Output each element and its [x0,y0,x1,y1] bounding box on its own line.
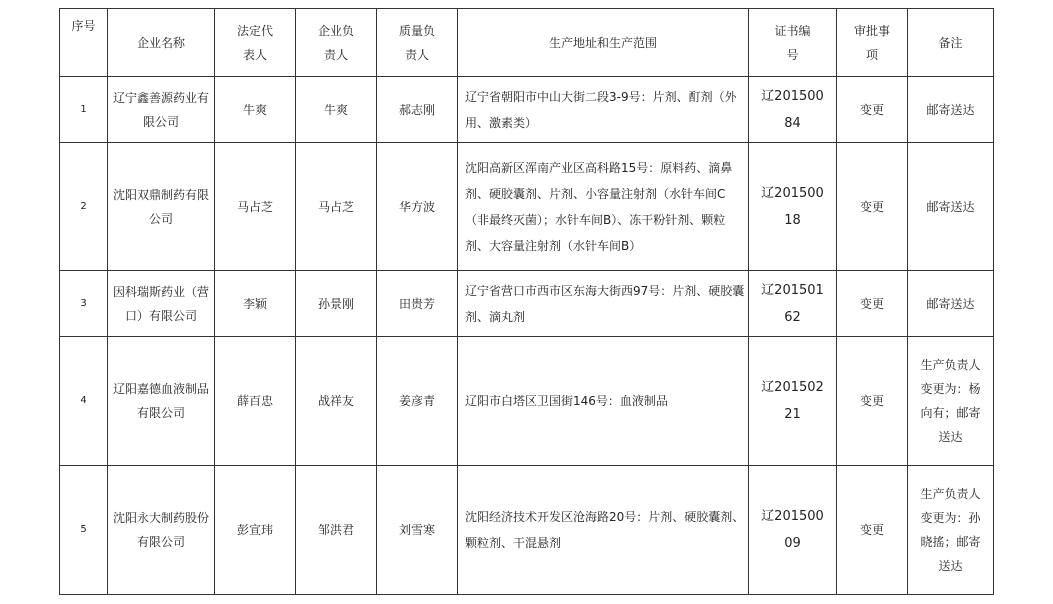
row-approval: 变更 [837,77,908,143]
row-remark: 生产负责人变更为：杨向有；邮寄送达 [908,337,994,466]
row-remark: 邮寄送达 [908,271,994,337]
row-seq: 2 [60,143,108,271]
header-legal-rep: 法定代表人 [215,9,296,77]
row-company: 辽阳嘉德血液制品有限公司 [108,337,215,466]
row-cert-no: 辽20150162 [749,271,837,337]
row-seq: 3 [60,271,108,337]
row-company: 辽宁鑫善源药业有限公司 [108,77,215,143]
row-remark: 邮寄送达 [908,143,994,271]
row-address-scope: 辽阳市白塔区卫国街146号：血液制品 [458,337,749,466]
header-company: 企业名称 [108,9,215,77]
header-seq: 序号 [60,9,108,77]
header-enterprise-head: 企业负责人 [296,9,377,77]
row-enterprise-head: 战祥友 [296,337,377,466]
row-address-scope: 沈阳高新区浑南产业区高科路15号：原料药、滴鼻剂、硬胶囊剂、片剂、小容量注射剂（水针车间C（非最终灭菌）；水针车间B）、冻干粉针剂、颗粒剂、大容量注射剂（水针车间B） [458,143,749,271]
row-cert-no: 辽20150009 [749,466,837,595]
table-row [60,466,994,595]
row-quality-head: 郝志刚 [377,77,458,143]
row-seq: 4 [60,337,108,466]
row-approval: 变更 [837,271,908,337]
row-cert-no: 辽20150018 [749,143,837,271]
row-quality-head: 姜彦青 [377,337,458,466]
row-legal-rep: 薛百忠 [215,337,296,466]
row-address-scope: 辽宁省营口市西市区东海大街西97号：片剂、硬胶囊剂、滴丸剂 [458,271,749,337]
row-company: 沈阳永大制药股份有限公司 [108,466,215,595]
row-quality-head: 田贵芳 [377,271,458,337]
row-quality-head: 华方波 [377,143,458,271]
row-company: 沈阳双鼎制药有限公司 [108,143,215,271]
row-seq: 1 [60,77,108,143]
row-legal-rep: 彭宣玮 [215,466,296,595]
table-row [60,271,994,337]
row-remark: 生产负责人变更为：孙晓搖；邮寄送达 [908,466,994,595]
header-remark: 备注 [908,9,994,77]
row-address-scope: 沈阳经济技术开发区沧海路20号：片剂、硬胶囊剂、颗粒剂、干混悬剂 [458,466,749,595]
table-header-row [60,9,994,77]
row-enterprise-head: 牛爽 [296,77,377,143]
row-enterprise-head: 马占芝 [296,143,377,271]
header-quality-head: 质量负责人 [377,9,458,77]
row-remark: 邮寄送达 [908,77,994,143]
row-legal-rep: 牛爽 [215,77,296,143]
row-enterprise-head: 孙景刚 [296,271,377,337]
row-legal-rep: 李颖 [215,271,296,337]
row-approval: 变更 [837,337,908,466]
row-approval: 变更 [837,143,908,271]
row-address-scope: 辽宁省朝阳市中山大街二段3-9号：片剂、酊剂（外用、激素类） [458,77,749,143]
row-seq: 5 [60,466,108,595]
row-enterprise-head: 邹洪君 [296,466,377,595]
table-row [60,337,994,466]
license-change-table [59,8,994,595]
header-address-scope: 生产地址和生产范围 [458,9,749,77]
header-approval: 审批事项 [837,9,908,77]
row-approval: 变更 [837,466,908,595]
header-cert-no: 证书编号 [749,9,837,77]
table-row [60,77,994,143]
row-company: 因科瑞斯药业（营口）有限公司 [108,271,215,337]
row-quality-head: 刘雪寒 [377,466,458,595]
row-cert-no: 辽20150221 [749,337,837,466]
row-legal-rep: 马占芝 [215,143,296,271]
row-cert-no: 辽20150084 [749,77,837,143]
table-row [60,143,994,271]
